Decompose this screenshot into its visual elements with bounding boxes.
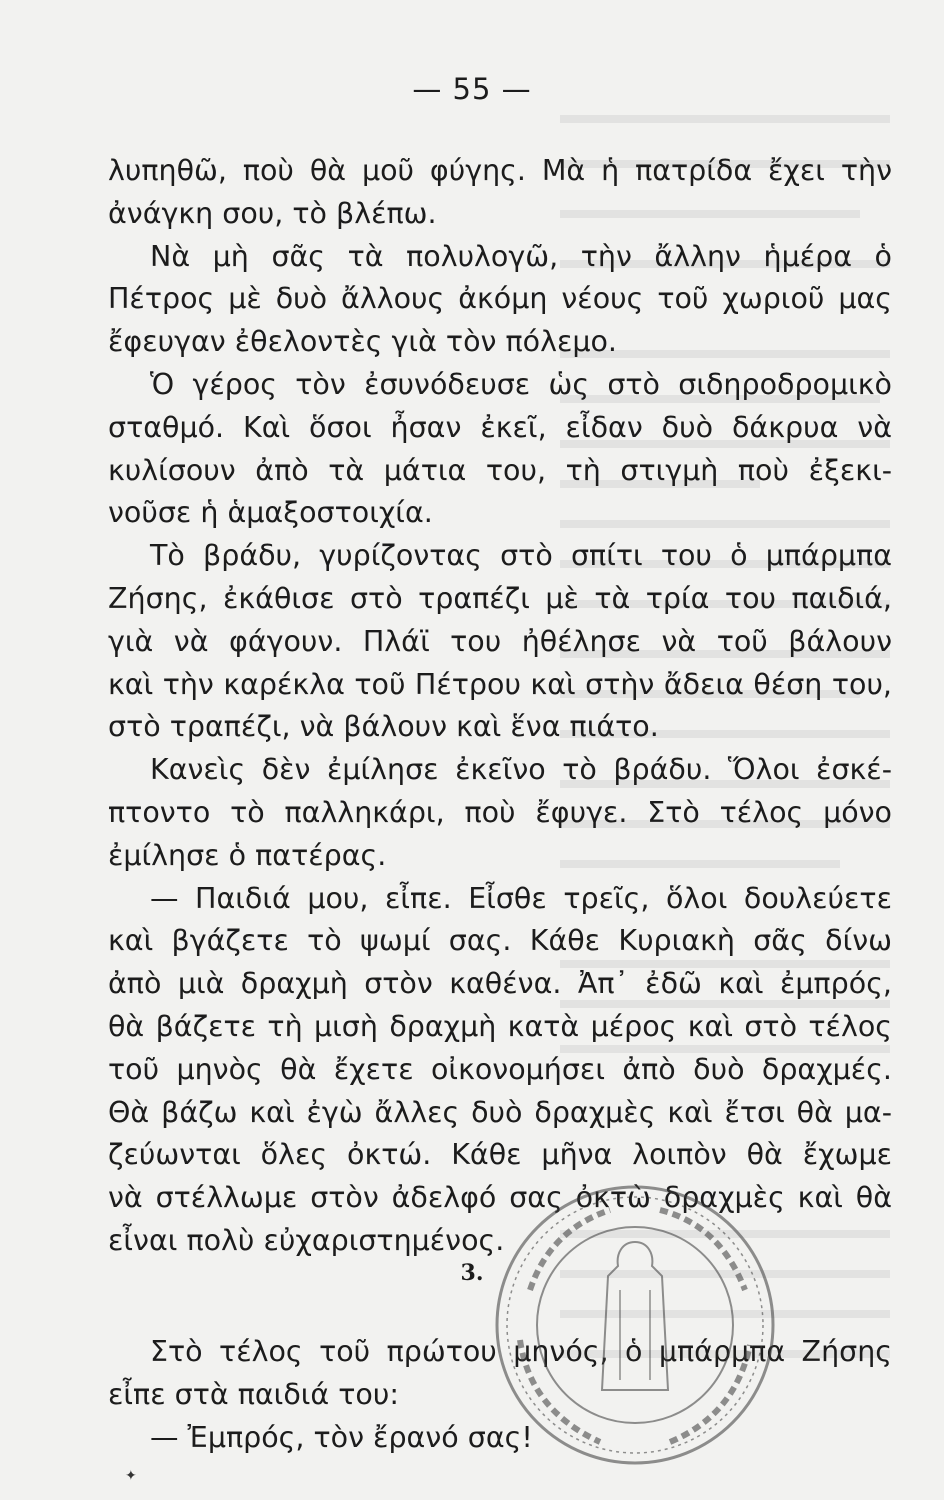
page-number: — 55 — [412, 72, 532, 106]
text-line: νοῦσε ἡ ἁμαξοστοιχία. [108, 496, 433, 530]
body-text [108, 150, 892, 1263]
text-line: — Παιδιά μου, εἶπε. Εἶσθε τρεῖς, ὅλοι δουλεύετε [150, 881, 892, 915]
text-line: στὸ τραπέζι, νὰ βάλουν καὶ ἕνα πιάτο. [108, 710, 659, 744]
text-line: εἶναι πολὺ εὐχαριστημένος. [108, 1223, 505, 1257]
section-number: 3. [460, 1260, 484, 1286]
text-line: ἐμίλησε ὁ πατέρας. [108, 838, 387, 872]
ink-speck: ✦ [125, 1468, 137, 1484]
text-line: ἀπὸ μιὰ δραχμὴ στὸν καθένα. Ἀπ᾽ ἐδῶ καὶ ἐμπρός, [108, 967, 892, 1001]
body-text-continued [108, 1331, 892, 1459]
text-line: Νὰ μὴ σᾶς τὰ πολυλογῶ, τὴν ἄλλην ἡμέρα ὁ [150, 239, 892, 273]
text-line: Τὸ βράδυ, γυρίζοντας στὸ σπίτι του ὁ μπάρμπα [150, 539, 892, 573]
text-line: Θὰ βάζω καὶ ἐγὼ ἄλλες δυὸ δραχμὲς καὶ ἔτσι θὰ μα- [108, 1095, 892, 1129]
text-line: καὶ τὴν καρέκλα τοῦ Πέτρου καὶ στὴν ἄδεια θέση του, [108, 667, 892, 701]
text-line: νὰ στέλλωμε στὸν ἀδελφό σας ὀκτὼ δραχμὲς καὶ θὰ [108, 1181, 892, 1215]
text-line: πτοντο τὸ παλληκάρι, ποὺ ἔφυγε. Στὸ τέλος μόνο [108, 795, 892, 829]
text-line: Πέτρος μὲ δυὸ ἄλλους ἀκόμη νέους τοῦ χωριοῦ μας [108, 282, 892, 316]
text-line: — Ἐμπρός, τὸν ἔρανό σας! [150, 1420, 533, 1454]
text-line: ἀνάγκη σου, τὸ βλέπω. [108, 196, 437, 230]
text-line: Κανεὶς δὲν ἐμίλησε ἐκεῖνο τὸ βράδυ. Ὅλοι ἐσκέ- [150, 753, 892, 787]
text-line: θὰ βάζετε τὴ μισὴ δραχμὴ κατὰ μέρος καὶ στὸ τέλος [108, 1009, 892, 1043]
text-line: καὶ βγάζετε τὸ ψωμί σας. Κάθε Κυριακὴ σᾶς δίνω [108, 924, 892, 958]
text-line: λυπηθῶ, ποὺ θὰ μοῦ φύγης. Μὰ ἡ πατρίδα ἔχει τὴν [108, 154, 892, 187]
text-line: Στὸ τέλος τοῦ πρώτου μηνός, ὁ μπάρμπα Ζήσης [150, 1335, 892, 1368]
text-line: ζεύωνται ὅλες ὀκτώ. Κάθε μῆνα λοιπὸν θὰ ἔχωμε [108, 1138, 892, 1172]
text-line: κυλίσουν ἀπὸ τὰ μάτια του, τὴ στιγμὴ ποὺ ἐξεκι- [108, 453, 892, 487]
text-line: Ζήσης, ἐκάθισε στὸ τραπέζι μὲ τὰ τρία του παιδιά, [108, 581, 892, 615]
text-line: σταθμό. Καὶ ὅσοι ἦσαν ἐκεῖ, εἶδαν δυὸ δάκρυα νὰ [108, 410, 892, 444]
text-line: Ὁ γέρος τὸν ἐσυνόδευσε ὡς στὸ σιδηροδρομικὸ [150, 367, 892, 401]
text-line: ἔφευγαν ἐθελοντὲς γιὰ τὸν πόλεμο. [108, 325, 617, 359]
text-line: γιὰ νὰ φάγουν. Πλάϊ του ἠθέλησε νὰ τοῦ βάλουν [108, 624, 892, 658]
text-line: τοῦ μηνὸς θὰ ἔχετε οἰκονομήσει ἀπὸ δυὸ δραχμές. [108, 1052, 892, 1086]
text-line: εἶπε στὰ παιδιά του: [108, 1377, 399, 1411]
